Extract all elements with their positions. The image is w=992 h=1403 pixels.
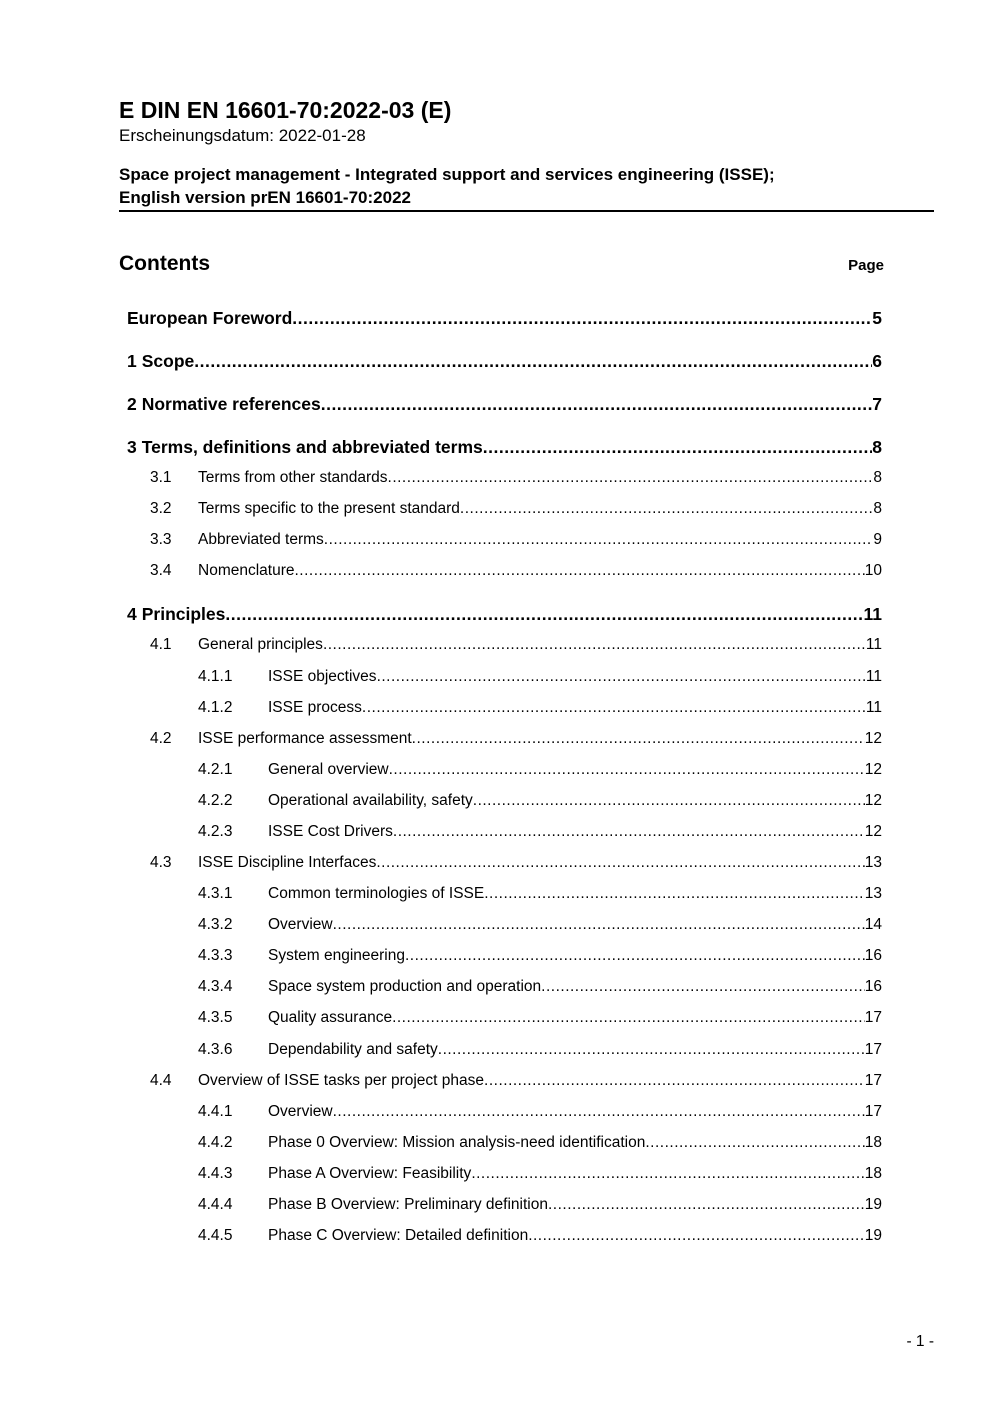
header-divider: [119, 210, 934, 212]
toc-entry-number: 4.3.5: [198, 1009, 233, 1026]
toc-entry-title: Quality assurance: [268, 1009, 393, 1026]
toc-dot-leader: [392, 1007, 865, 1029]
toc-entry-number: 3.4: [150, 562, 172, 579]
toc-dot-leader: [548, 1194, 865, 1216]
toc-entry-page: 18: [864, 1165, 882, 1182]
toc-dot-leader: [225, 602, 863, 626]
toc-entry[interactable]: [198, 697, 882, 721]
toc-entry-number: 3.1: [150, 469, 172, 486]
toc-entry-title: Overview: [268, 916, 333, 933]
toc-entry-number: 4.3.6: [198, 1041, 233, 1058]
toc-entry-title: Overview of ISSE tasks per project phase: [198, 1072, 485, 1089]
toc-entry-number: 4.4.2: [198, 1134, 233, 1151]
toc-entry-page: 18: [864, 1134, 882, 1151]
toc-dot-leader: [471, 1163, 864, 1185]
toc-entry-page: 6: [872, 351, 882, 371]
toc-entry-page: 19: [864, 1227, 882, 1244]
toc-entry[interactable]: [150, 728, 882, 752]
toc-entry-number: 4.3.3: [198, 947, 233, 964]
toc-dot-leader: [376, 852, 864, 874]
toc-entry-number: 4.4.5: [198, 1227, 233, 1244]
toc-entry-number: 4.3: [150, 854, 172, 871]
toc-entry-page: 12: [864, 761, 882, 778]
document-subtitle: [119, 163, 933, 209]
toc-entry-page: 11: [865, 636, 882, 653]
toc-entry-number: 4: [127, 604, 137, 624]
toc-entry-title: General overview: [268, 761, 389, 778]
toc-dot-leader: [389, 759, 865, 781]
toc-entry-number: 4.3.1: [198, 885, 233, 902]
toc-entry-number: 4.4: [150, 1072, 172, 1089]
contents-heading: Contents: [119, 252, 210, 275]
toc-entry[interactable]: [150, 529, 882, 553]
document-title: E DIN EN 16601-70:2022-03 (E): [119, 97, 452, 123]
toc-entry-title: System engineering: [268, 947, 405, 964]
toc-entry[interactable]: [198, 945, 882, 969]
toc-entry-title: Terms specific to the present standard: [198, 500, 460, 517]
toc-dot-leader: [645, 1132, 864, 1154]
toc-entry-title: ISSE performance assessment: [198, 730, 412, 747]
toc-dot-leader: [405, 945, 865, 967]
publication-date: Erscheinungsdatum: 2022-01-28: [119, 126, 366, 145]
toc-dot-leader: [388, 467, 874, 489]
toc-entry-number: 4.2.2: [198, 792, 233, 809]
toc-dot-leader: [323, 634, 866, 656]
toc-entry-title: Operational availability, safety: [268, 792, 473, 809]
toc-entry-number: 3.2: [150, 500, 172, 517]
toc-entry-title: ISSE Discipline Interfaces: [198, 854, 377, 871]
toc-dot-leader: [377, 666, 866, 688]
toc-entry[interactable]: [127, 392, 882, 416]
toc-entry-page: 13: [864, 854, 882, 871]
toc-entry-page: 16: [864, 978, 882, 995]
toc-entry-page: 11: [863, 604, 882, 624]
toc-entry-title: Abbreviated terms: [198, 531, 324, 548]
toc-dot-leader: [484, 1070, 865, 1092]
toc-entry-page: 17: [864, 1103, 882, 1120]
toc-entry-page: 19: [864, 1196, 882, 1213]
toc-entry[interactable]: [198, 790, 882, 814]
toc-entry[interactable]: [198, 1225, 882, 1249]
toc-dot-leader: [460, 498, 873, 520]
toc-entry-number: 4.1.1: [198, 668, 233, 685]
toc-entry-number: 4.2.1: [198, 761, 233, 778]
toc-entry-title: Space system production and operation: [268, 978, 542, 995]
toc-entry-page: 12: [864, 730, 882, 747]
toc-entry[interactable]: [150, 560, 882, 584]
toc-entry[interactable]: [198, 976, 882, 1000]
toc-entry[interactable]: [127, 349, 882, 373]
toc-entry-title: ISSE Cost Drivers: [268, 823, 393, 840]
page-number: - 1 -: [906, 1333, 934, 1350]
toc-entry[interactable]: [198, 1163, 882, 1187]
toc-entry-number: 4.3.4: [198, 978, 233, 995]
toc-dot-leader: [438, 1039, 865, 1061]
toc-dot-leader: [333, 914, 865, 936]
toc-entry[interactable]: [198, 1101, 882, 1125]
toc-entry-number: 4.1: [150, 636, 172, 653]
toc-dot-leader: [483, 435, 873, 459]
toc-entry[interactable]: [198, 1039, 882, 1063]
toc-entry-page: 14: [864, 916, 882, 933]
toc-entry[interactable]: [127, 602, 882, 626]
toc-dot-leader: [292, 306, 872, 330]
toc-dot-leader: [484, 883, 865, 905]
toc-entry-page: 11: [865, 668, 882, 685]
toc-entry[interactable]: [198, 914, 882, 938]
toc-entry-number: 4.2.3: [198, 823, 233, 840]
toc-entry[interactable]: [127, 306, 882, 330]
toc-entry-title: Dependability and safety: [268, 1041, 438, 1058]
toc-dot-leader: [393, 821, 865, 843]
toc-entry[interactable]: [150, 1070, 882, 1094]
toc-entry-page: 12: [864, 823, 882, 840]
toc-entry-page: 8: [873, 500, 882, 517]
toc-entry-number: 3: [127, 437, 137, 457]
toc-entry-page: 16: [864, 947, 882, 964]
toc-entry-number: 4.4.4: [198, 1196, 233, 1213]
toc-entry-title: Overview: [268, 1103, 333, 1120]
toc-entry-number: 4.3.2: [198, 916, 233, 933]
toc-dot-leader: [541, 976, 865, 998]
toc-entry[interactable]: [150, 634, 882, 658]
toc-entry-number: 3.3: [150, 531, 172, 548]
toc-entry-title: Nomenclature: [198, 562, 295, 579]
toc-entry[interactable]: [198, 1007, 882, 1031]
toc-entry-page: 5: [872, 308, 882, 328]
toc-entry-title: Principles: [141, 604, 226, 624]
toc-dot-leader: [412, 728, 865, 750]
toc-entry-title: General principles: [198, 636, 323, 653]
toc-entry[interactable]: [150, 498, 882, 522]
toc-entry-number: 4.4.1: [198, 1103, 233, 1120]
page-column-label: Page: [848, 257, 884, 274]
toc-entry[interactable]: [198, 1132, 882, 1156]
toc-entry-title: Phase C Overview: Detailed definition: [268, 1227, 529, 1244]
toc-dot-leader: [362, 697, 866, 719]
toc-entry[interactable]: [198, 883, 882, 907]
toc-entry-title: Phase 0 Overview: Mission analysis-need identification: [268, 1134, 646, 1151]
toc-entry-page: 12: [864, 792, 882, 809]
toc-entry-page: 9: [873, 531, 882, 548]
toc-entry-number: 4.2: [150, 730, 172, 747]
toc-entry[interactable]: [150, 467, 882, 491]
toc-entry-title: Terms from other standards: [198, 469, 388, 486]
toc-dot-leader: [473, 790, 865, 812]
toc-entry-number: 4.4.3: [198, 1165, 233, 1182]
toc-entry-page: 8: [873, 469, 882, 486]
toc-entry-number: 1: [127, 351, 137, 371]
toc-entry-page: 17: [864, 1041, 882, 1058]
toc-entry-page: 7: [872, 394, 882, 414]
toc-entry-number: 4.1.2: [198, 699, 233, 716]
toc-entry-title: Phase B Overview: Preliminary definition: [268, 1196, 548, 1213]
subtitle-line-1: Space project management - Integrated support and services engineering (ISSE);: [119, 165, 775, 184]
toc-dot-leader: [528, 1225, 865, 1247]
toc-dot-leader: [333, 1101, 865, 1123]
toc-entry-page: 17: [864, 1072, 882, 1089]
toc-entry-page: 10: [864, 562, 882, 579]
toc-entry-page: 17: [864, 1009, 882, 1026]
toc-entry[interactable]: [150, 852, 882, 876]
toc-dot-leader: [324, 529, 874, 551]
toc-entry[interactable]: [198, 1194, 882, 1218]
toc-entry-title: Scope: [141, 351, 195, 371]
toc-entry[interactable]: [127, 435, 882, 459]
toc-entry-page: 13: [864, 885, 882, 902]
toc-entry-number: 2: [127, 394, 137, 414]
toc-entry-title: European Foreword: [127, 308, 293, 328]
toc-entry-title: Common terminologies of ISSE: [268, 885, 485, 902]
toc-entry-title: Normative references: [141, 394, 321, 414]
toc-dot-leader: [321, 392, 873, 416]
toc-entry[interactable]: [198, 821, 882, 845]
toc-entry-title: Phase A Overview: Feasibility: [268, 1165, 472, 1182]
toc-entry-title: ISSE process: [268, 699, 362, 716]
toc-entry[interactable]: [198, 666, 882, 690]
subtitle-line-2: English version prEN 16601-70:2022: [119, 188, 411, 207]
toc-entry[interactable]: [198, 759, 882, 783]
toc-entry-title: ISSE objectives: [268, 668, 377, 685]
toc-entry-page: 8: [872, 437, 882, 457]
toc-dot-leader: [295, 560, 865, 582]
toc-entry-page: 11: [865, 699, 882, 716]
toc-dot-leader: [194, 349, 872, 373]
toc-entry-title: Terms, definitions and abbreviated terms: [141, 437, 483, 457]
